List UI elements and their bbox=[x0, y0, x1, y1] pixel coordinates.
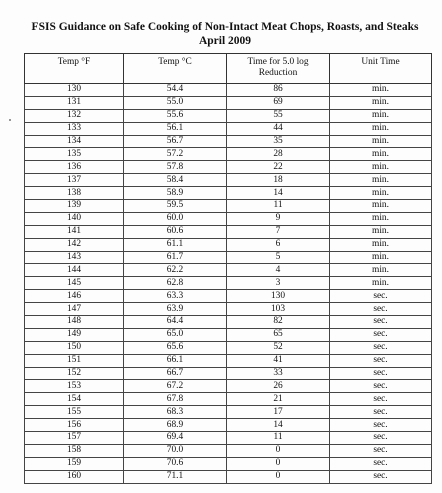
cell-temp-f: 157 bbox=[25, 432, 124, 445]
cell-temp-f: 142 bbox=[25, 238, 124, 251]
cell-time: 6 bbox=[227, 238, 330, 251]
table-row bbox=[25, 432, 432, 445]
cell-time: 33 bbox=[227, 367, 330, 380]
cell-temp-f: 150 bbox=[25, 341, 124, 354]
cell-time: 55 bbox=[227, 109, 330, 122]
cell-time: 11 bbox=[227, 200, 330, 213]
cell-unit: min. bbox=[330, 84, 432, 97]
cell-time: 41 bbox=[227, 354, 330, 367]
cell-temp-f: 144 bbox=[25, 264, 124, 277]
cell-temp-c: 59.5 bbox=[124, 200, 227, 213]
cell-temp-f: 131 bbox=[25, 96, 124, 109]
cell-time: 11 bbox=[227, 432, 330, 445]
cell-time: 28 bbox=[227, 148, 330, 161]
cell-temp-f: 141 bbox=[25, 225, 124, 238]
cell-temp-c: 60.0 bbox=[124, 212, 227, 225]
table-row bbox=[25, 96, 432, 109]
cell-temp-c: 68.3 bbox=[124, 406, 227, 419]
cell-temp-c: 58.9 bbox=[124, 187, 227, 200]
cell-time: 130 bbox=[227, 290, 330, 303]
cell-time: 7 bbox=[227, 225, 330, 238]
cell-time: 5 bbox=[227, 251, 330, 264]
table-row bbox=[25, 419, 432, 432]
table-header-row bbox=[25, 54, 432, 84]
table-row bbox=[25, 328, 432, 341]
cell-time: 69 bbox=[227, 96, 330, 109]
cell-temp-c: 69.4 bbox=[124, 432, 227, 445]
cell-temp-c: 64.4 bbox=[124, 316, 227, 329]
cell-temp-f: 134 bbox=[25, 135, 124, 148]
cell-unit: sec. bbox=[330, 419, 432, 432]
cell-time: 18 bbox=[227, 174, 330, 187]
header-unit-time: Unit Time bbox=[330, 54, 432, 84]
table-row bbox=[25, 84, 432, 97]
cell-time: 35 bbox=[227, 135, 330, 148]
cell-temp-c: 62.8 bbox=[124, 277, 227, 290]
cell-unit: min. bbox=[330, 161, 432, 174]
document-date: April 2009 bbox=[198, 35, 252, 47]
cell-time: 22 bbox=[227, 161, 330, 174]
table-row bbox=[25, 290, 432, 303]
cell-temp-f: 137 bbox=[25, 174, 124, 187]
cell-unit: sec. bbox=[330, 328, 432, 341]
cell-time: 86 bbox=[227, 84, 330, 97]
cell-temp-f: 154 bbox=[25, 393, 124, 406]
cell-temp-c: 56.7 bbox=[124, 135, 227, 148]
cell-unit: sec. bbox=[330, 380, 432, 393]
cell-time: 9 bbox=[227, 212, 330, 225]
cell-time: 52 bbox=[227, 341, 330, 354]
table-row bbox=[25, 109, 432, 122]
cell-time: 65 bbox=[227, 328, 330, 341]
cell-temp-f: 155 bbox=[25, 406, 124, 419]
cell-unit: min. bbox=[330, 148, 432, 161]
table-row bbox=[25, 444, 432, 457]
scan-speck bbox=[9, 119, 11, 121]
cell-temp-f: 149 bbox=[25, 328, 124, 341]
cell-temp-c: 55.6 bbox=[124, 109, 227, 122]
table-row bbox=[25, 470, 432, 483]
cell-temp-f: 156 bbox=[25, 419, 124, 432]
cell-unit: min. bbox=[330, 225, 432, 238]
cell-time: 4 bbox=[227, 264, 330, 277]
cell-temp-c: 65.6 bbox=[124, 341, 227, 354]
cell-unit: min. bbox=[330, 251, 432, 264]
cell-unit: min. bbox=[330, 264, 432, 277]
cell-temp-c: 67.2 bbox=[124, 380, 227, 393]
header-temp-c: Temp °C bbox=[124, 54, 227, 84]
cell-temp-c: 65.0 bbox=[124, 328, 227, 341]
cell-unit: min. bbox=[330, 200, 432, 213]
table-row bbox=[25, 148, 432, 161]
cell-temp-f: 130 bbox=[25, 84, 124, 97]
cell-time: 14 bbox=[227, 419, 330, 432]
cell-temp-c: 58.4 bbox=[124, 174, 227, 187]
cell-temp-c: 57.8 bbox=[124, 161, 227, 174]
cell-temp-f: 139 bbox=[25, 200, 124, 213]
cell-temp-c: 63.3 bbox=[124, 290, 227, 303]
cell-unit: sec. bbox=[330, 470, 432, 483]
cell-unit: sec. bbox=[330, 406, 432, 419]
cell-time: 14 bbox=[227, 187, 330, 200]
table-row bbox=[25, 380, 432, 393]
table-row bbox=[25, 341, 432, 354]
table-row bbox=[25, 200, 432, 213]
table-row bbox=[25, 277, 432, 290]
cell-temp-c: 56.1 bbox=[124, 122, 227, 135]
cell-unit: sec. bbox=[330, 290, 432, 303]
header-temp-f: Temp °F bbox=[25, 54, 124, 84]
cell-temp-c: 54.4 bbox=[124, 84, 227, 97]
cell-temp-f: 147 bbox=[25, 303, 124, 316]
document-title: FSIS Guidance on Safe Cooking of Non-Intact Meat Chops, Roasts, and Steaks bbox=[31, 21, 419, 33]
table-row bbox=[25, 354, 432, 367]
cell-temp-f: 133 bbox=[25, 122, 124, 135]
cell-temp-f: 152 bbox=[25, 367, 124, 380]
cell-unit: sec. bbox=[330, 341, 432, 354]
cell-unit: sec. bbox=[330, 393, 432, 406]
cell-temp-f: 140 bbox=[25, 212, 124, 225]
table-row bbox=[25, 225, 432, 238]
cell-temp-c: 70.0 bbox=[124, 444, 227, 457]
cell-time: 21 bbox=[227, 393, 330, 406]
cell-unit: min. bbox=[330, 135, 432, 148]
cell-temp-c: 55.0 bbox=[124, 96, 227, 109]
cell-temp-f: 153 bbox=[25, 380, 124, 393]
cell-temp-f: 146 bbox=[25, 290, 124, 303]
cell-temp-f: 160 bbox=[25, 470, 124, 483]
table-row bbox=[25, 174, 432, 187]
cell-unit: sec. bbox=[330, 316, 432, 329]
cell-unit: sec. bbox=[330, 457, 432, 470]
cell-unit: sec. bbox=[330, 367, 432, 380]
cell-temp-c: 68.9 bbox=[124, 419, 227, 432]
cell-temp-c: 71.1 bbox=[124, 470, 227, 483]
table-row bbox=[25, 161, 432, 174]
cell-time: 17 bbox=[227, 406, 330, 419]
cell-temp-c: 70.6 bbox=[124, 457, 227, 470]
table-row bbox=[25, 264, 432, 277]
cell-time: 0 bbox=[227, 470, 330, 483]
table-row bbox=[25, 212, 432, 225]
table-row bbox=[25, 393, 432, 406]
cell-temp-c: 61.1 bbox=[124, 238, 227, 251]
cell-unit: sec. bbox=[330, 303, 432, 316]
cell-unit: min. bbox=[330, 238, 432, 251]
cell-temp-f: 143 bbox=[25, 251, 124, 264]
cell-unit: min. bbox=[330, 122, 432, 135]
cell-temp-c: 63.9 bbox=[124, 303, 227, 316]
cell-temp-f: 148 bbox=[25, 316, 124, 329]
table-body bbox=[25, 84, 432, 484]
cell-time: 0 bbox=[227, 444, 330, 457]
table-row bbox=[25, 367, 432, 380]
cell-temp-f: 145 bbox=[25, 277, 124, 290]
cell-time: 82 bbox=[227, 316, 330, 329]
header-time-reduction: Time for 5.0 log Reduction bbox=[227, 54, 330, 84]
cell-unit: sec. bbox=[330, 432, 432, 445]
cell-temp-c: 66.7 bbox=[124, 367, 227, 380]
table-row bbox=[25, 316, 432, 329]
table-row bbox=[25, 251, 432, 264]
cell-temp-c: 62.2 bbox=[124, 264, 227, 277]
cell-temp-c: 66.1 bbox=[124, 354, 227, 367]
cell-unit: min. bbox=[330, 96, 432, 109]
cell-unit: sec. bbox=[330, 354, 432, 367]
table-row bbox=[25, 457, 432, 470]
cell-unit: min. bbox=[330, 277, 432, 290]
table-row bbox=[25, 122, 432, 135]
cell-temp-c: 57.2 bbox=[124, 148, 227, 161]
cell-unit: sec. bbox=[330, 444, 432, 457]
table-row bbox=[25, 187, 432, 200]
table-row bbox=[25, 303, 432, 316]
cell-temp-c: 67.8 bbox=[124, 393, 227, 406]
cell-temp-f: 132 bbox=[25, 109, 124, 122]
cell-temp-c: 60.6 bbox=[124, 225, 227, 238]
cell-temp-f: 158 bbox=[25, 444, 124, 457]
cell-temp-f: 138 bbox=[25, 187, 124, 200]
cell-temp-f: 135 bbox=[25, 148, 124, 161]
cell-unit: min. bbox=[330, 212, 432, 225]
cell-temp-f: 136 bbox=[25, 161, 124, 174]
cell-time: 26 bbox=[227, 380, 330, 393]
table-row bbox=[25, 135, 432, 148]
table-row bbox=[25, 406, 432, 419]
table-row bbox=[25, 238, 432, 251]
cell-temp-f: 151 bbox=[25, 354, 124, 367]
cell-time: 0 bbox=[227, 457, 330, 470]
cell-temp-c: 61.7 bbox=[124, 251, 227, 264]
cell-time: 3 bbox=[227, 277, 330, 290]
cooking-guidance-table bbox=[24, 53, 432, 484]
cell-time: 44 bbox=[227, 122, 330, 135]
cell-unit: min. bbox=[330, 174, 432, 187]
cell-temp-f: 159 bbox=[25, 457, 124, 470]
cell-unit: min. bbox=[330, 187, 432, 200]
cell-time: 103 bbox=[227, 303, 330, 316]
cell-unit: min. bbox=[330, 109, 432, 122]
